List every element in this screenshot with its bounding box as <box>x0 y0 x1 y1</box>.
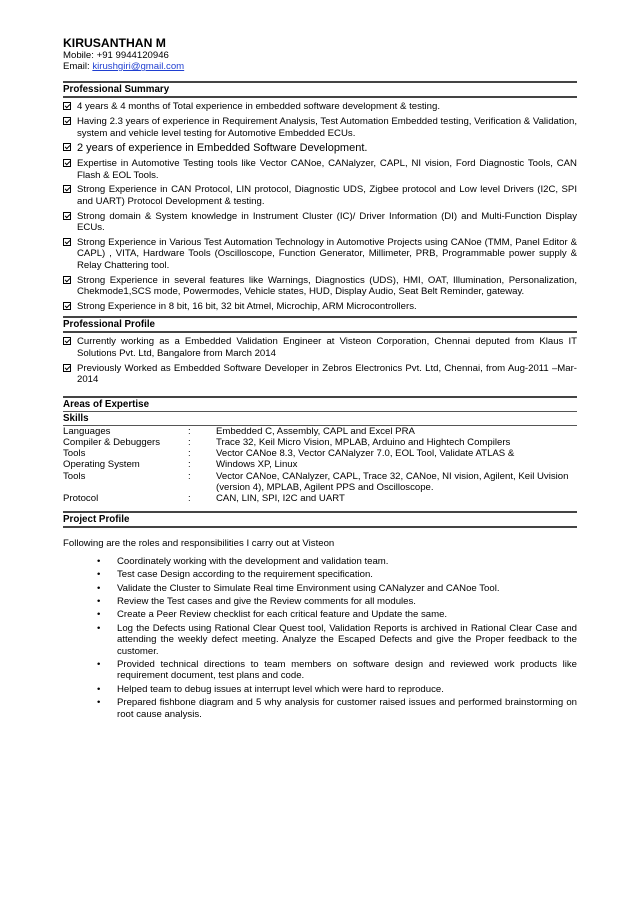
list-item <box>97 569 577 580</box>
skill-label: Tools <box>63 448 86 460</box>
summary-item-text: Strong domain & System knowledge in Instrument Cluster (IC)/ Driver Information (DI) and Multi-Function Display ECUs. <box>77 210 577 234</box>
bullet-icon: • <box>97 658 101 670</box>
profile-item <box>63 336 577 359</box>
summary-item-text: Strong Experience in several features like Warnings, Diagnostics (UDS), HMI, OAT, Illumination, Personalization, Chekmode1,SCS mode, Powermodes, Vehicle states, HUD, Display Audio, Seat Belt Reminder, gateway. <box>77 274 577 298</box>
email-label: Email: <box>63 61 93 73</box>
areas-of-expertise-section <box>63 396 577 504</box>
skill-label: Compiler & Debuggers <box>63 436 161 448</box>
profile-item-text: Currently working as a Embedded Validation Engineer at Visteon Corporation, Chennai deputed from Klaus IT Solutions Pvt. Ltd, Bangalore from March 2014 <box>77 336 577 359</box>
summary-item <box>63 101 577 113</box>
list-item <box>97 684 577 695</box>
summary-item-text: Strong Experience in CAN Protocol, LIN protocol, Diagnostic UDS, Zigbee protocol and Low level Drivers (I2C, SPI and UART) Protocol Development & testing. <box>77 184 577 207</box>
professional-summary-section <box>63 81 577 312</box>
summary-item <box>63 116 577 139</box>
email-link[interactable]: kirushgiri@gmail.com <box>92 61 185 73</box>
bullet-icon: • <box>97 582 101 594</box>
skill-separator: : <box>188 448 191 460</box>
list-item-text: Validate the Cluster to Simulate Real time Environment using CANalyzer and CANoe Tool. <box>117 582 500 594</box>
summary-item-text: Having 2.3 years of experience in Requirement Analysis, Test Automation Embedded testing, Verification & Validation, system and vehicle level testing for Automotive Embedded ECUs. <box>77 116 577 139</box>
skill-value: Vector CANoe 8.3, Vector CANalyzer 7.0, EOL Tool, Validate ATLAS & <box>216 448 515 460</box>
profile-item-text: Previously Worked as Embedded Software Developer in Zebros Electronics Pvt. Ltd, Chennai, from Aug-2011 –Mar-2014 <box>77 362 577 386</box>
project-profile-section <box>63 511 577 720</box>
candidate-name: KIRUSANTHAN M <box>63 36 166 50</box>
list-item-text: Log the Defects using Rational Clear Quest tool, Validation Reports is archived in Rational Clear Case and attending the weekly defect meeting. Analyze the Escaped Defects and give the Proper feedback to the customer. <box>117 622 577 657</box>
skill-value: CAN, LIN, SPI, I2C and UART <box>216 492 345 504</box>
skill-value: Vector CANoe, CANalyzer, CAPL, Trace 32, CANoe, NI vision, Agilent, Keil Uvision (version 4), MPLAB, Agilent PPS and Oscilloscope. <box>216 470 569 493</box>
skill-label: Tools <box>63 470 86 482</box>
checkbox-icon <box>63 302 71 310</box>
skill-label: Operating System <box>63 459 140 471</box>
skill-separator: : <box>188 492 191 504</box>
professional-profile-section <box>63 316 577 385</box>
checkbox-icon <box>63 238 71 246</box>
section-title-profile: Professional Profile <box>63 316 577 333</box>
skill-separator: : <box>188 470 191 482</box>
list-item-text: Coordinately working with the development and validation team. <box>117 555 389 567</box>
bullet-icon: • <box>97 609 101 621</box>
section-title-expertise: Areas of Expertise <box>63 396 577 411</box>
summary-item-text: 4 years & 4 months of Total experience in embedded software development & testing. <box>77 101 440 113</box>
mobile-number: Mobile: +91 9944120946 <box>63 50 169 61</box>
checkbox-icon <box>63 143 71 151</box>
summary-item <box>63 158 577 181</box>
checkbox-icon <box>63 276 71 284</box>
section-title-project: Project Profile <box>63 511 577 528</box>
summary-item-text: 2 years of experience in Embedded Software Development. <box>77 142 368 155</box>
list-item-text: Provided technical directions to team members on software design and reviewed work products like requirement document, test plans and code. <box>117 658 577 682</box>
skill-separator: : <box>188 459 191 471</box>
skill-separator: : <box>188 425 191 437</box>
checkbox-icon <box>63 212 71 220</box>
checkbox-icon <box>63 102 71 110</box>
list-item-text: Test case Design according to the requirement specification. <box>117 569 373 581</box>
section-title-summary: Professional Summary <box>63 81 577 98</box>
checkbox-icon <box>63 185 71 193</box>
checkbox-icon <box>63 364 71 372</box>
skill-value: Trace 32, Keil Micro Vision, MPLAB, Arduino and Hightech Compilers <box>216 436 511 448</box>
summary-item <box>63 142 577 155</box>
skill-label: Languages <box>63 425 111 437</box>
skills-table <box>63 425 577 504</box>
resume-header <box>63 36 577 72</box>
list-item <box>97 609 577 620</box>
list-item <box>97 623 577 657</box>
list-item <box>97 697 577 720</box>
list-item-text: Create a Peer Review checklist for each critical feature and Update the same. <box>117 609 448 621</box>
email-line <box>63 61 577 72</box>
resume-page <box>63 36 577 720</box>
skill-separator: : <box>188 436 191 448</box>
bullet-icon: • <box>97 595 101 607</box>
list-item <box>97 596 577 607</box>
summary-item <box>63 211 577 234</box>
checkbox-icon <box>63 117 71 125</box>
project-intro: Following are the roles and responsibilities I carry out at Visteon <box>63 538 335 550</box>
summary-item-text: Strong Experience in 8 bit, 16 bit, 32 bit Atmel, Microchip, ARM Microcontrollers. <box>77 300 417 312</box>
summary-item <box>63 237 577 272</box>
profile-item <box>63 363 577 386</box>
summary-item <box>63 275 577 298</box>
summary-item <box>63 301 577 313</box>
list-item <box>97 556 577 567</box>
list-item <box>97 659 577 682</box>
bullet-icon: • <box>97 683 101 695</box>
checkbox-icon <box>63 159 71 167</box>
skill-label: Protocol <box>63 492 99 504</box>
summary-item-text: Expertise in Automotive Testing tools like Vector CANoe, CANalyzer, CAPL, NI vision, Ford Diagnostic Tools, CAN Flash & EOL Tools. <box>77 158 577 181</box>
list-item-text: Review the Test cases and give the Review comments for all modules. <box>117 595 416 607</box>
project-responsibilities-list <box>63 556 577 720</box>
list-item-text: Helped team to debug issues at interrupt level which were hard to reproduce. <box>117 683 444 695</box>
skill-value: Windows XP, Linux <box>216 459 298 471</box>
bullet-icon: • <box>97 569 101 581</box>
bullet-icon: • <box>97 555 101 567</box>
checkbox-icon <box>63 337 71 345</box>
summary-item <box>63 184 577 207</box>
list-item-text: Prepared fishbone diagram and 5 why analysis for customer raised issues and performed brainstorming on root cause analysis. <box>117 697 577 720</box>
bullet-icon: • <box>97 697 101 709</box>
skill-value: Embedded C, Assembly, CAPL and Excel PRA <box>216 425 415 437</box>
summary-item-text: Strong Experience in Various Test Automation Technology in Automotive Projects using CANoe (TMM, Panel Editor & CAPL) , VITA, Hardware Tools (Oscilloscope, Function Generator, Millimeter, PRB, Programmable power supply & Relay Chattering tool. <box>77 236 577 271</box>
bullet-icon: • <box>97 622 101 634</box>
list-item <box>97 583 577 594</box>
skills-subheading: Skills <box>63 411 577 425</box>
